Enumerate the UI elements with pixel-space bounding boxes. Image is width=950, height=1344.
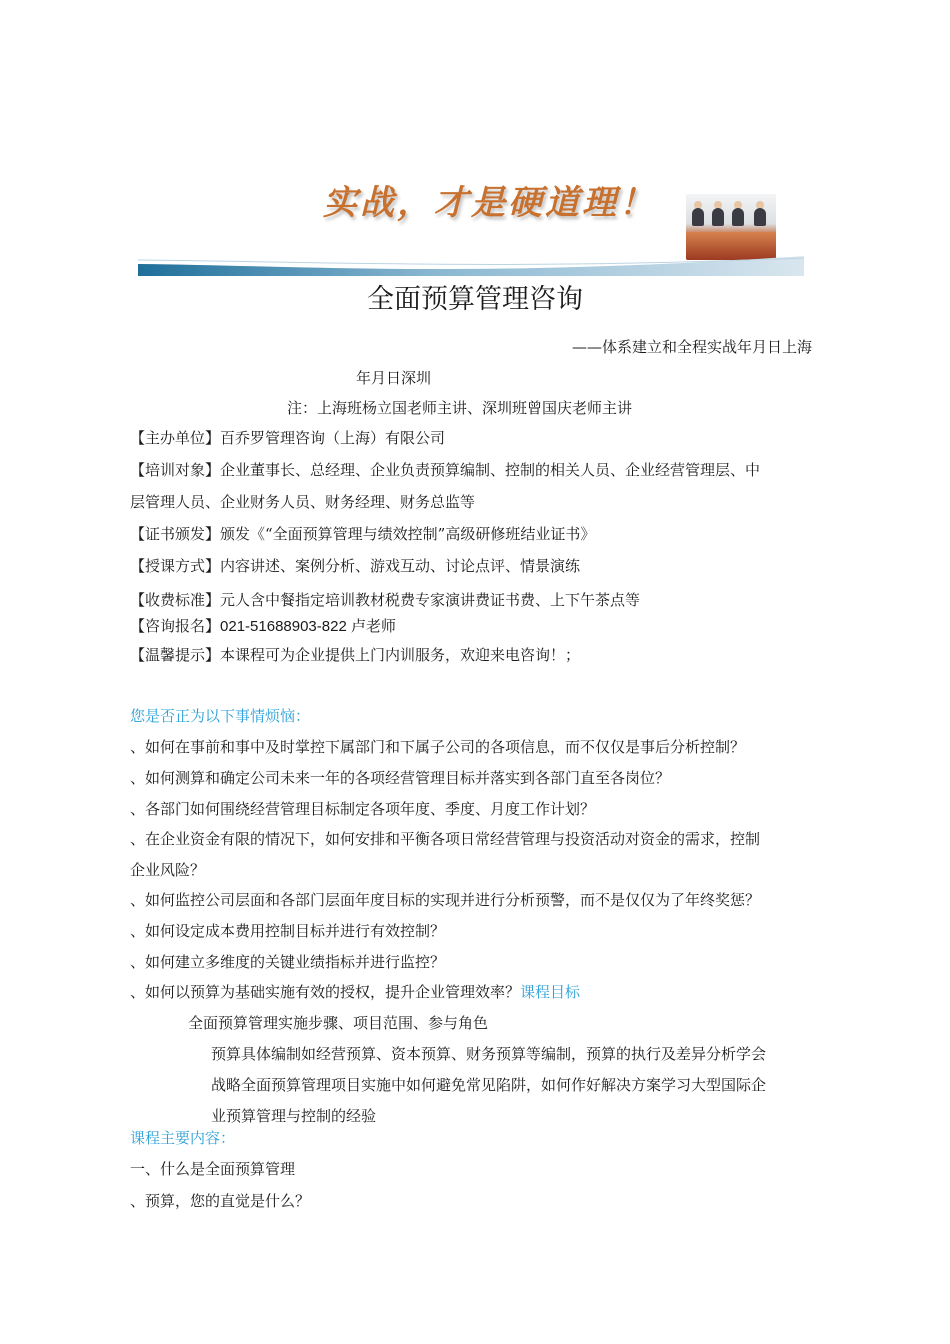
organizer-line: 【主办单位】百乔罗管理咨询（上海）有限公司 [130, 429, 446, 447]
list-item: 、各部门如何围绕经营管理目标制定各项年度、季度、月度工作计划？ [130, 800, 596, 818]
contact-label: 【咨询报名】 [130, 617, 221, 635]
list-item: 、在企业资金有限的情况下，如何安排和平衡各项日常经营管理与投资活动对资金的需求，控制 [130, 830, 761, 848]
meeting-photo [686, 194, 776, 260]
banner-wave-graphic [138, 256, 804, 278]
goal-line-1: 全面预算管理实施步骤、项目范围、参与角色 [188, 1014, 489, 1032]
page-title: 全面预算管理咨询 [367, 284, 583, 315]
tip-line: 【温馨提示】本课程可为企业提供上门内训服务，欢迎来电咨询！； [130, 646, 581, 664]
list-item: 、如何设定成本费用控制目标并进行有效控制？ [130, 922, 446, 940]
list-item: 、如何测算和确定公司未来一年的各项经营管理目标并落实到各部门直至各岗位？ [130, 769, 671, 787]
content-heading: 课程主要内容： [130, 1129, 236, 1147]
contact-value: 021-51688903-822 卢老师 [220, 618, 396, 635]
subtitle: ——体系建立和全程实战年月日上海 [571, 338, 812, 356]
list-item: 、如何以预算为基础实施有效的授权，提升企业管理效率？ [130, 983, 521, 1001]
goal-line-2: 预算具体编制如经营预算、资本预算、财务预算等编制，预算的执行及差异分析学会 [211, 1045, 767, 1063]
list-item-with-goals [130, 982, 580, 1002]
banner-slogan: 实战，才是硬道理！ [323, 183, 656, 223]
date-line: 年月日深圳 [356, 369, 432, 387]
header-banner [138, 160, 804, 280]
list-item-continuation: 企业风险？ [130, 861, 206, 879]
list-item: 、如何监控公司层面和各部门层面年度目标的实现并进行分析预警，而不是仅仅为了年终奖惩？ [130, 891, 761, 909]
list-item: 、如何在事前和事中及时掌控下属部门和下属子公司的各项信息，而不仅仅是事后分析控制？ [130, 738, 746, 756]
contact-line [130, 616, 396, 637]
list-item: 、预算，您的直觉是什么？ [130, 1192, 311, 1210]
goals-heading: 课程目标 [520, 983, 581, 1001]
certificate-line: 【证书颁发】颁发《“全面预算管理与绩效控制”高级研修班结业证书》 [130, 525, 596, 543]
audience-line-2: 层管理人员、企业财务人员、财务经理、财务总监等 [130, 493, 476, 511]
list-item: 、如何建立多维度的关键业绩指标并进行监控？ [130, 953, 446, 971]
section-heading: 一、什么是全面预算管理 [130, 1160, 296, 1178]
instructor-note: 注：上海班杨立国老师主讲、深圳班曾国庆老师主讲 [287, 399, 633, 417]
goal-line-3: 战略全面预算管理项目实施中如何避免常见陷阱，如何作好解决方案学习大型国际企 [211, 1076, 767, 1094]
goal-line-4: 业预算管理与控制的经验 [211, 1107, 377, 1125]
concerns-heading: 您是否正为以下事情烦恼： [130, 707, 311, 725]
fee-line: 【收费标准】元人含中餐指定培训教材税费专家演讲费证书费、上下午茶点等 [130, 591, 641, 609]
audience-line-1: 【培训对象】企业董事长、总经理、企业负责预算编制、控制的相关人员、企业经营管理层、中 [130, 461, 761, 479]
method-line: 【授课方式】内容讲述、案例分析、游戏互动、讨论点评、情景演练 [130, 557, 581, 575]
